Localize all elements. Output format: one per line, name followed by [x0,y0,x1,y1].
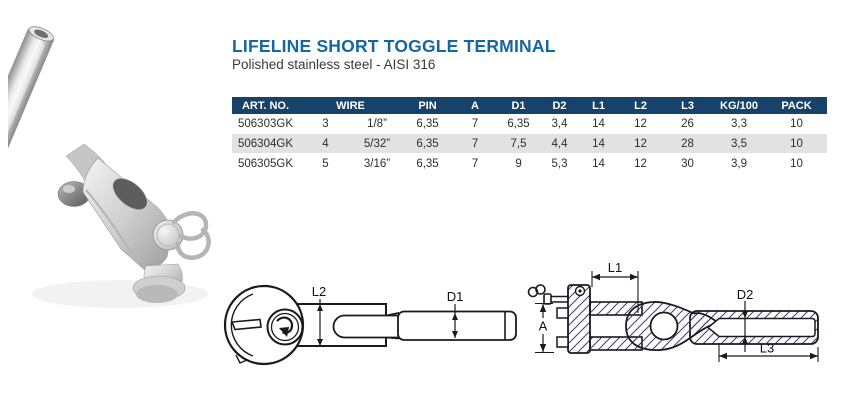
dimension-label-l2: L2 [311,284,327,299]
dimension-label-a: A [538,318,548,334]
dimension-label-d1: D1 [446,289,464,304]
photo-fork-plate [83,158,171,271]
photo-ring-clip [174,213,209,257]
column-header-d2: D2 [540,97,579,114]
table-cell: 14 [592,117,605,130]
column-header-art-no: ART. NO. [232,97,299,114]
table-header-row [232,97,827,114]
table-cell: 6,35 [402,134,453,154]
table-cell: 4,4 [540,134,579,154]
dimension-label-l3: L3 [759,340,775,356]
table-cell: 12 [634,117,647,130]
table-cell: 10 [766,134,827,154]
column-header-wire: WIRE [299,97,402,114]
table-cell: 7 [471,117,479,130]
photo-washer-lower [136,285,178,303]
table-cell: 12 [634,157,647,170]
technical-drawing-section-view [522,255,842,405]
table-cell: 3/16” [363,157,391,170]
table-cell: 30 [681,157,694,170]
table-cell: 4 [299,134,352,154]
table-cell: 1/8” [367,117,387,130]
column-header-d1: D1 [497,97,540,114]
table-cell: 7 [471,157,479,170]
dimension-label-d2: D2 [736,287,754,302]
table-cell: 14 [592,157,605,170]
table-cell: 3,3 [731,117,748,130]
table-cell: 12 [618,134,663,154]
column-header-pin: PIN [402,97,453,114]
column-header-pack: PACK [766,97,827,114]
page-title: LIFELINE SHORT TOGGLE TERMINAL [232,36,556,56]
table-cell: 10 [790,157,803,170]
table-cell: 506304GK [232,134,299,154]
table-cell: 506305GK [238,157,293,170]
table-cell: 14 [579,134,618,154]
table-cell: 6,35 [507,117,530,130]
dimension-label-l1: L1 [607,260,623,275]
table-cell: 26 [681,117,694,130]
table-cell: 10 [790,117,803,130]
technical-drawing-side-view [222,258,522,403]
table-cell: 5/32” [352,134,402,154]
table-cell: 6,35 [416,117,439,130]
product-photo [8,16,216,314]
column-header-l1: L1 [579,97,618,114]
column-header-kg100: KG/100 [712,97,766,114]
table-row [232,134,827,154]
table-cell: 5,3 [551,157,568,170]
photo-cross-pin-highlight [63,185,75,193]
column-header-a: A [453,97,497,114]
table-cell: 3 [322,117,329,130]
column-header-l2: L2 [618,97,663,114]
table-cell: 5 [322,157,329,170]
table-cell: 3,5 [712,134,766,154]
table-cell: 7 [453,134,497,154]
table-cell: 3,9 [731,157,748,170]
table-cell: 28 [663,134,712,154]
table-cell: 9 [515,157,522,170]
table-cell: 3,4 [551,117,568,130]
table-cell: 506303GK [238,117,293,130]
column-header-l3: L3 [663,97,712,114]
page-subtitle: Polished stainless steel - AISI 316 [232,57,436,72]
table-row [232,114,827,134]
table-cell: 7,5 [497,134,540,154]
table-cell: 6,35 [416,157,439,170]
table-row [232,154,827,174]
spec-table [232,97,827,174]
photo-swage-tube [8,23,56,164]
